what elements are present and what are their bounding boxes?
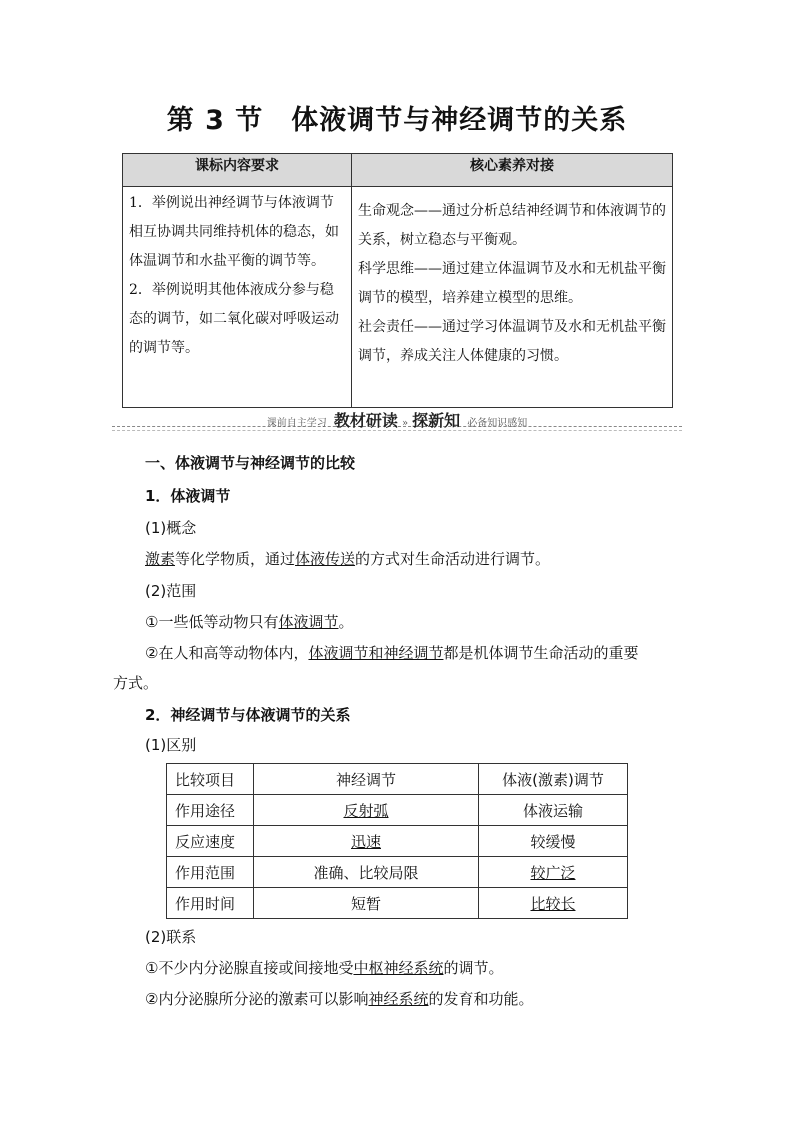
table-row: [167, 826, 628, 857]
banner-right: 必备知识感知: [467, 418, 528, 429]
subheading-range: (2)范围: [145, 582, 197, 600]
heading-1-2: 2．神经调节与体液调节的关系: [145, 706, 351, 724]
range-1: ①一些低等动物只有体液调节。: [145, 613, 354, 631]
table-cell: 反应速度: [167, 826, 254, 857]
section-banner: [112, 406, 682, 434]
table-row: [167, 764, 628, 795]
header-core-literacy: 核心素养对接: [352, 154, 673, 187]
literacy-item-1: 生命观念——通过分析总结神经调节和体液调节的关系，树立稳态与平衡观。: [358, 203, 666, 248]
table-cell: 比较长: [479, 888, 628, 919]
range-2-cont: 方式。: [113, 674, 159, 692]
banner-main-2: 探新知: [412, 411, 461, 430]
requirements-table: [122, 153, 673, 408]
page-title: 第 3 节 体液调节与神经调节的关系: [166, 105, 628, 136]
heading-1-1: 1．体液调节: [145, 487, 231, 505]
table-cell: 较缓慢: [479, 826, 628, 857]
table-cell: 准确、比较局限: [254, 857, 479, 888]
range-2: ②在人和高等动物体内，体液调节和神经调节都是机体调节生命活动的重要: [145, 644, 639, 662]
literacy-item-3: 社会责任——通过学习体温调节及水和无机盐平衡调节，养成关注人体健康的习惯。: [358, 319, 666, 364]
heading-1: 一、体液调节与神经调节的比较: [145, 454, 356, 472]
banner-main-1: 教材研读: [333, 411, 398, 430]
table-cell: 迅速: [254, 826, 479, 857]
table-cell: 短暂: [254, 888, 479, 919]
table-cell: 较广泛: [479, 857, 628, 888]
blank-hormone: 激素: [145, 550, 176, 568]
header-curriculum: 课标内容要求: [123, 154, 352, 187]
comparison-table: [166, 763, 628, 919]
subheading-difference: (1)区别: [145, 736, 197, 754]
literacy-item-2: 科学思维——通过建立体温调节及水和无机盐平衡调节的模型，培养建立模型的思维。: [358, 261, 666, 306]
table-row: [167, 795, 628, 826]
table-cell: 体液(激素)调节: [479, 764, 628, 795]
table-cell: 作用范围: [167, 857, 254, 888]
table-row: [167, 888, 628, 919]
table-cell: 作用时间: [167, 888, 254, 919]
table-row: [167, 857, 628, 888]
table-cell: 作用途径: [167, 795, 254, 826]
curriculum-item-1: 1．举例说出神经调节与体液调节相互协调共同维持机体的稳态，如体温调节和水盐平衡的调节等。: [129, 195, 339, 269]
concept-text: 激素等化学物质，通过体液传送的方式对生命活动进行调节。: [145, 550, 551, 568]
banner-text: [112, 408, 682, 431]
table-cell: 比较项目: [167, 764, 254, 795]
link-2: ②内分泌腺所分泌的激素可以影响神经系统的发育和功能。: [145, 990, 534, 1008]
blank-body-fluid: 体液传送: [295, 550, 356, 568]
subheading-concept: (1)概念: [145, 519, 197, 537]
literacy-cell: [352, 187, 673, 408]
curriculum-item-2: 2．举例说明其他体液成分参与稳态的调节，如二氧化碳对呼吸运动的调节等。: [129, 282, 339, 356]
arrow-icon: »: [401, 418, 409, 429]
table-cell: 反射弧: [254, 795, 479, 826]
table-cell: 神经调节: [254, 764, 479, 795]
banner-left: 课前自主学习: [266, 418, 327, 429]
link-1: ①不少内分泌腺直接或间接地受中枢神经系统的调节。: [145, 959, 504, 977]
table-cell: 体液运输: [479, 795, 628, 826]
curriculum-cell: [123, 187, 352, 408]
subheading-link: (2)联系: [145, 928, 197, 946]
